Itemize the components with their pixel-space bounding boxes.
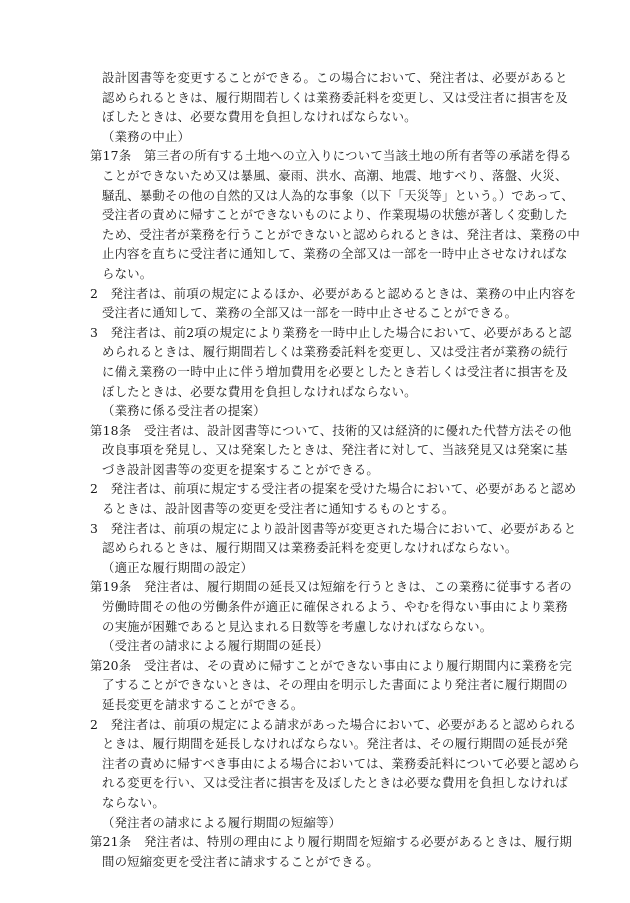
article-20-item-2: 2 発注者は、前項の規定による請求があった場合において、必要があると認められるときは、履行期間を延長しなければならない。発注者は、その履行期間の延長が発注者の責めに帰すべき事由による場合においては、業務委託料について必要と認められる変更を行い、又は受注者に損害を及ぼしたときは必要な費用を負担しなければならない。: [90, 716, 580, 810]
article-20: 第20条 受注者は、その責めに帰すことができない事由により履行期間内に業務を完了することができないときは、その理由を明示した書面により発注者に履行期間の延長変更を請求することができる。: [90, 657, 573, 712]
article-19: 第19条 発注者は、履行期間の延長又は短縮を行うときは、この業務に従事する者の労働時間その他の労働条件が適正に確保されるよう、やむを得ない事由により業務の実施が困難であると見込まれる日数等を考慮しなければならない。: [90, 579, 573, 634]
heading-contractor-proposal: （業務に係る受注者の提案）: [102, 403, 266, 419]
heading-proper-period: （適正な履行期間の設定）: [102, 559, 254, 575]
article-17-item-3: 3 発注者は、前2項の規定により業務を一時中止した場合において、必要があると認められるときは、履行期間若しくは業務委託料を変更し、又は受注者が業務の続行に備え業務の一時中止に伴う増加費用を必要としたとき若しくは受注者に損害を及ぼしたときは、必要な費用を負担しなければならない。: [90, 324, 572, 399]
article-17: 第17条 第三者の所有する土地への立入りについて当該土地の所有者等の承諾を得ることができないため又は暴風、豪雨、洪水、高潮、地震、地すべり、落盤、火災、騒乱、暴動その他の自然的又は人為的な事象（以下「天災等」という。）であって、受注者の責めに帰すことができないものにより、作業現場の状態が著しく変動したため、受注者が業務を行うことができないと認められるときは、発注者は、業務の中止内容を直ちに受注者に通知して、業務の全部又は一部を一時中止させなければならない。: [90, 148, 580, 281]
article-17-item-2: 2 発注者は、前項の規定によるほか、必要があると認めるときは、業務の中止内容を受注者に通知して、業務の全部又は一部を一時中止させることができる。: [90, 285, 577, 321]
heading-suspension: （業務の中止）: [102, 128, 191, 144]
heading-period-shortening: （発注者の請求による履行期間の短縮等）: [102, 814, 342, 830]
article-21: 第21条 発注者は、特別の理由により履行期間を短縮する必要があるときは、履行期間の短縮変更を受注者に請求することができる。: [90, 834, 573, 869]
paragraph-continuation: 設計図書等を変更することができる。この場合において、発注者は、必要があると認められるときは、履行期間若しくは業務委託料を変更し、又は受注者に損害を及ぼしたときは、必要な費用を負担しなければならない。: [102, 70, 568, 125]
article-18-item-2: 2 発注者は、前項に規定する受注者の提案を受けた場合において、必要があると認めるときは、設計図書等の変更を受注者に通知するものとする。: [90, 481, 577, 517]
article-18: 第18条 受注者は、設計図書等について、技術的又は経済的に優れた代替方法その他改良事項を発見し、又は発案したときは、発注者に対して、当該発見又は発案に基づき設計図書等の変更を提案することができる。: [90, 422, 572, 477]
heading-period-extension: （受注者の請求による履行期間の延長）: [102, 638, 329, 654]
article-18-item-3: 3 発注者は、前項の規定により設計図書等が変更された場合において、必要があると認められるときは、履行期間又は業務委託料を変更しなければならない。: [90, 520, 577, 556]
